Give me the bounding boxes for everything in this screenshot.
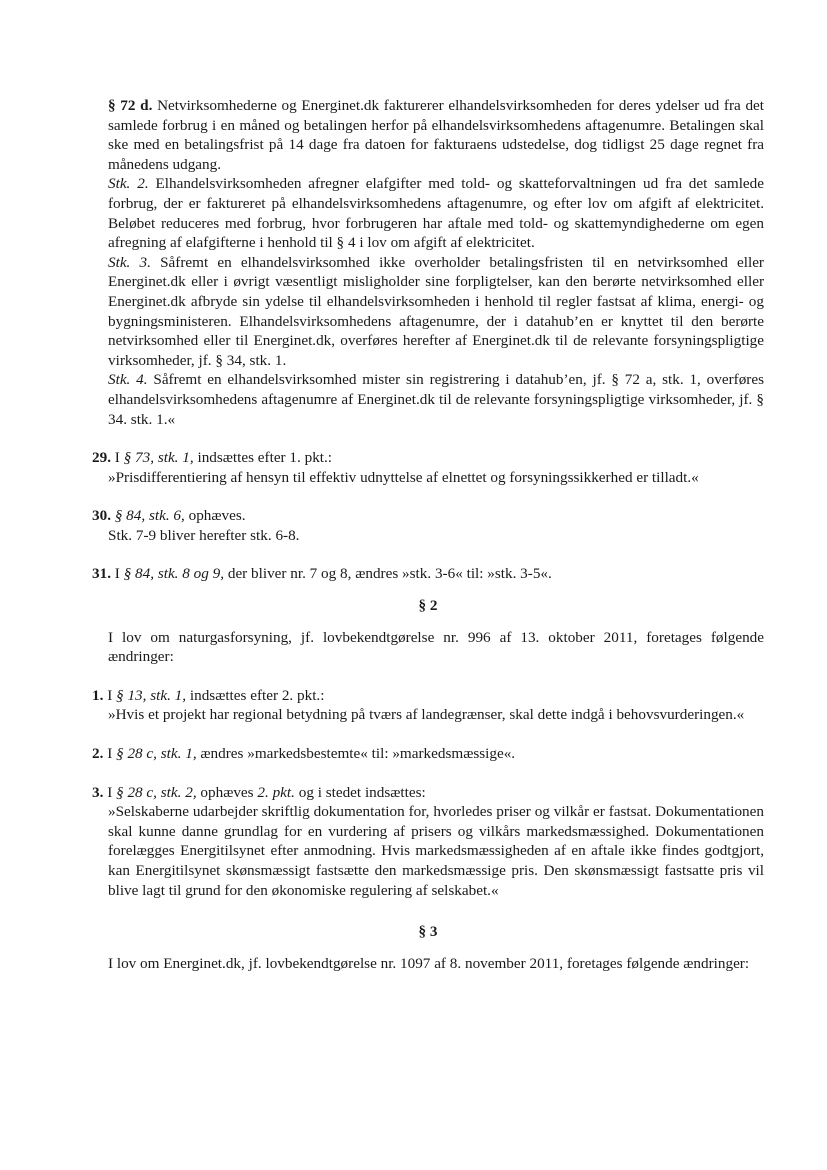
section-2-item-3	[92, 783, 764, 803]
stk3-label: Stk. 3.	[108, 253, 151, 271]
section-2-intro: I lov om naturgasforsyning, jf. lovbekendtgørelse nr. 996 af 13. oktober 2011, foretages følgende ændringer:	[108, 628, 764, 666]
document-page	[92, 96, 764, 973]
item-31-post: der bliver nr. 7 og 8, ændres »stk. 3-6« til: »stk. 3-5«.	[224, 565, 552, 583]
section-72d-stk2	[92, 174, 764, 252]
section-2-item-2-post: ændres »markedsbestemte« til: »markedsmæssige«.	[196, 745, 516, 763]
item-31-number: 31.	[92, 565, 111, 583]
stk3-text: Såfremt en elhandelsvirksomhed ikke overholder betalingsfristen til en netvirksomhed eller Energinet.dk eller i øvrigt væsentligt misligholder sine forpligtelser, kan den berørte netvirksomhed eller Energinet.dk afbryde sin ydelse til elhandelsvirksomheden i henhold til regler fastsat af klima, energi- og bygningsministeren. Elhandelsvirksomhedens aftagenumre, der i datahub’en er knyttet til den berørte netvirksomhed eller til Energinet.dk, overføres herefter af Energinet.dk til de relevante forsyningspligtige virksomheder, jf. § 34, stk. 1.	[108, 253, 764, 369]
item-29	[92, 448, 764, 468]
item-29-quote: »Prisdifferentiering af hensyn til effektiv udnyttelse af elnettet og forsyningssikkerhed er tilladt.«	[108, 468, 699, 486]
item-29-ref: § 73, stk. 1,	[123, 449, 194, 467]
section-2-item-2-number: 2.	[92, 745, 104, 763]
stk4-label: Stk. 4.	[108, 371, 148, 389]
item-30-post: ophæves.	[184, 507, 246, 525]
section-2-item-3-quote: »Selskaberne udarbejder skriftlig dokumentation for, hvorledes priser og vilkår er fastsat. Dokumentationen skal kunne danne grundlag for en vurdering af prisers og vilkårs markedsmæssighed. Dokumentationen forelægges Energitilsynet efter anmodning. Hvis markedsmæssigheden af en aftale ikke findes godtgjort, kan Energitilsynet skønsmæssigt fastsætte den markedsmæssige pris. Den skønsmæssigt fastsatte pris vil blive lagt til grund for den økonomiske regulering af selskabet.«	[108, 803, 764, 899]
item-31-ref: § 84, stk. 8 og 9,	[123, 565, 225, 583]
stk2-label: Stk. 2.	[108, 175, 149, 193]
section-72d-head: § 72 d.	[108, 97, 153, 114]
section-2-item-1-pre: I	[103, 686, 117, 704]
item-29-post: indsættes efter 1. pkt.:	[193, 449, 333, 467]
section-2-item-3-ref2: 2. pkt.	[257, 783, 295, 801]
section-72d-text: Netvirksomhederne og Energinet.dk fakturerer elhandelsvirksomheden for deres ydelser ud fra det samlede forbrug i en måned og betalingen herfor på elhandelsvirksomhedens aftagenumre. Betalingen skal ske med en betalingsfrist på 14 dage fra datoen for fakturaens udstedelse, dog tidligst 25 dage regnet fra månedens udgang.	[108, 97, 764, 173]
section-2-item-2-ref: § 28 c, stk. 1,	[116, 745, 197, 763]
section-72d-stk3	[92, 253, 764, 371]
item-31	[92, 564, 764, 584]
section-72d-stk4	[92, 370, 764, 429]
section-72d-paragraph	[92, 96, 764, 174]
stk2-text: Elhandelsvirksomheden afregner elafgifter med told- og skatteforvaltningen ud fra det samlede forbrug, der er faktureret på elhandelsvirksomhedens aftagenumre, og efter lov om afgift af elektricitet. Beløbet reduceres med forbrug, hvor forbrugeren har aftale med told- og skattemyndighederne om egen afregning af elafgifterne i henhold til § 4 i lov om afgift af elektricitet.	[108, 175, 764, 252]
item-30-ref: § 84, stk. 6,	[110, 507, 185, 525]
section-2-item-3-post: og i stedet indsættes:	[294, 783, 426, 801]
item-30	[92, 506, 764, 526]
stk4-text: Såfremt en elhandelsvirksomhed mister sin registrering i datahub’en, jf. § 72 a, stk. 1, overføres elhandelsvirksomhedens aftagenumre af Energinet.dk til de relevante forsyningspligtige virksomheder, jf. § 34. stk. 1.«	[108, 371, 764, 428]
section-3-intro: I lov om Energinet.dk, jf. lovbekendtgørelse nr. 1097 af 8. november 2011, foretages følgende ændringer:	[108, 954, 750, 972]
section-2-item-3-ref: § 28 c, stk. 2,	[116, 783, 197, 801]
section-2-item-2	[92, 744, 764, 764]
section-2-item-1	[92, 686, 764, 706]
section-2-item-1-post: indsættes efter 2. pkt.:	[186, 686, 325, 704]
section-2-heading: § 2	[418, 597, 438, 615]
item-30-number: 30.	[92, 507, 111, 525]
section-2-item-3-mid: ophæves	[196, 783, 258, 801]
section-2-item-1-number: 1.	[92, 686, 104, 704]
section-2-item-3-pre: I	[103, 783, 117, 801]
item-31-pre: I	[110, 565, 124, 583]
section-2-item-2-pre: I	[103, 745, 117, 763]
item-29-number: 29.	[92, 449, 111, 467]
section-3-heading: § 3	[418, 923, 438, 941]
section-2-item-1-ref: § 13, stk. 1,	[116, 686, 187, 704]
section-2-item-1-quote: »Hvis et projekt har regional betydning på tværs af landegrænser, skal dette indgå i behovsvurderingen.«	[108, 706, 745, 724]
item-30-line2: Stk. 7-9 bliver herefter stk. 6-8.	[108, 526, 300, 544]
item-29-pre: I	[110, 449, 124, 467]
section-2-item-3-number: 3.	[92, 783, 104, 801]
